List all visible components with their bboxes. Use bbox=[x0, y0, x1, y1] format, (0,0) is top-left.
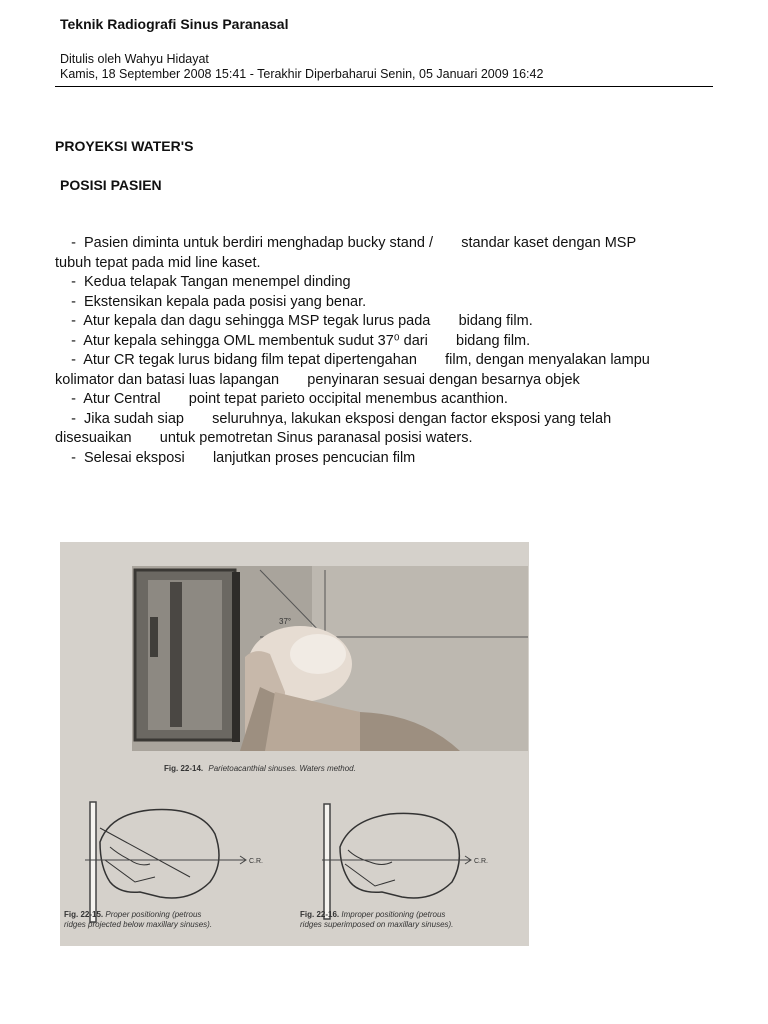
fig16-caption-line2: ridges superimposed on maxillary sinuses). bbox=[300, 920, 454, 929]
proper-positioning-diagram bbox=[85, 802, 263, 922]
step-line: kolimator dan batasi luas lapangan penyinaran sesuai dengan besarnya objek bbox=[55, 371, 580, 388]
positioning-steps bbox=[55, 234, 735, 468]
step-line: - Atur CR tegak lurus bidang film tepat dipertengahan film, dengan menyalakan lampu bbox=[55, 352, 650, 368]
step-line: - Atur kepala sehingga OML membentuk sudut 37⁰ dari bidang film. bbox=[55, 332, 531, 349]
fig16-caption bbox=[300, 910, 453, 930]
step-line: - Ekstensikan kepala pada posisi yang benar. bbox=[55, 293, 367, 310]
step-line: - Kedua telapak Tangan menempel dinding bbox=[55, 274, 351, 290]
improper-positioning-diagram bbox=[322, 804, 488, 919]
fig15-number: Fig. 22-15. bbox=[64, 910, 104, 919]
step-line: - Atur kepala dan dagu sehingga MSP tegak lurus pada bidang film. bbox=[55, 313, 533, 329]
angle-label: 37° bbox=[279, 617, 292, 626]
fig15-caption-line2: ridges projected below maxillary sinuses). bbox=[64, 920, 213, 929]
fig16-caption-line1: Improper positioning (petrous bbox=[341, 910, 446, 919]
step-line: - Jika sudah siap seluruhnya, lakukan eksposi dengan factor eksposi yang telah bbox=[55, 410, 612, 427]
svg-text:Fig. 22-14. Parietoacant bbox=[164, 764, 356, 773]
date-line: Kamis, 18 September 2008 15:41 - Terakhir Diperbaharui Senin, 05 Januari 2009 16:42 bbox=[60, 67, 544, 81]
document-meta bbox=[60, 52, 543, 82]
step-line: tubuh tepat pada mid line kaset. bbox=[55, 254, 261, 271]
fig14-number: Fig. 22-14. bbox=[164, 764, 204, 773]
waters-method-figure bbox=[60, 542, 529, 946]
cr-label-right: C.R. bbox=[474, 858, 488, 865]
step-line: - Pasien diminta untuk berdiri menghadap bucky stand / standar kaset dengan MSP bbox=[55, 235, 637, 251]
author-line: Ditulis oleh Wahyu Hidayat bbox=[60, 52, 209, 66]
step-line: disesuaikan untuk pemotretan Sinus paranasal posisi waters. bbox=[55, 430, 473, 446]
patient-photo bbox=[132, 566, 528, 751]
document-title: Teknik Radiografi Sinus Paranasal bbox=[60, 16, 289, 32]
figure-illustration bbox=[60, 542, 529, 946]
fig15-caption-line1: Proper positioning (petrous bbox=[105, 910, 202, 919]
fig16-number: Fig. 22-16. bbox=[300, 910, 340, 919]
section-title: PROYEKSI WATER'S bbox=[55, 138, 194, 154]
fig15-caption bbox=[64, 910, 212, 930]
step-line: - Atur Central point tepat parieto occipital menembus acanthion. bbox=[55, 391, 508, 407]
cr-label-left: C.R. bbox=[249, 858, 263, 865]
step-line: - Selesai eksposi lanjutkan proses pencucian film bbox=[55, 449, 416, 466]
subsection-title: POSISI PASIEN bbox=[60, 177, 162, 193]
header-divider bbox=[55, 86, 713, 87]
fig14-caption: Parietoacanthial sinuses. Waters method. bbox=[208, 764, 356, 773]
